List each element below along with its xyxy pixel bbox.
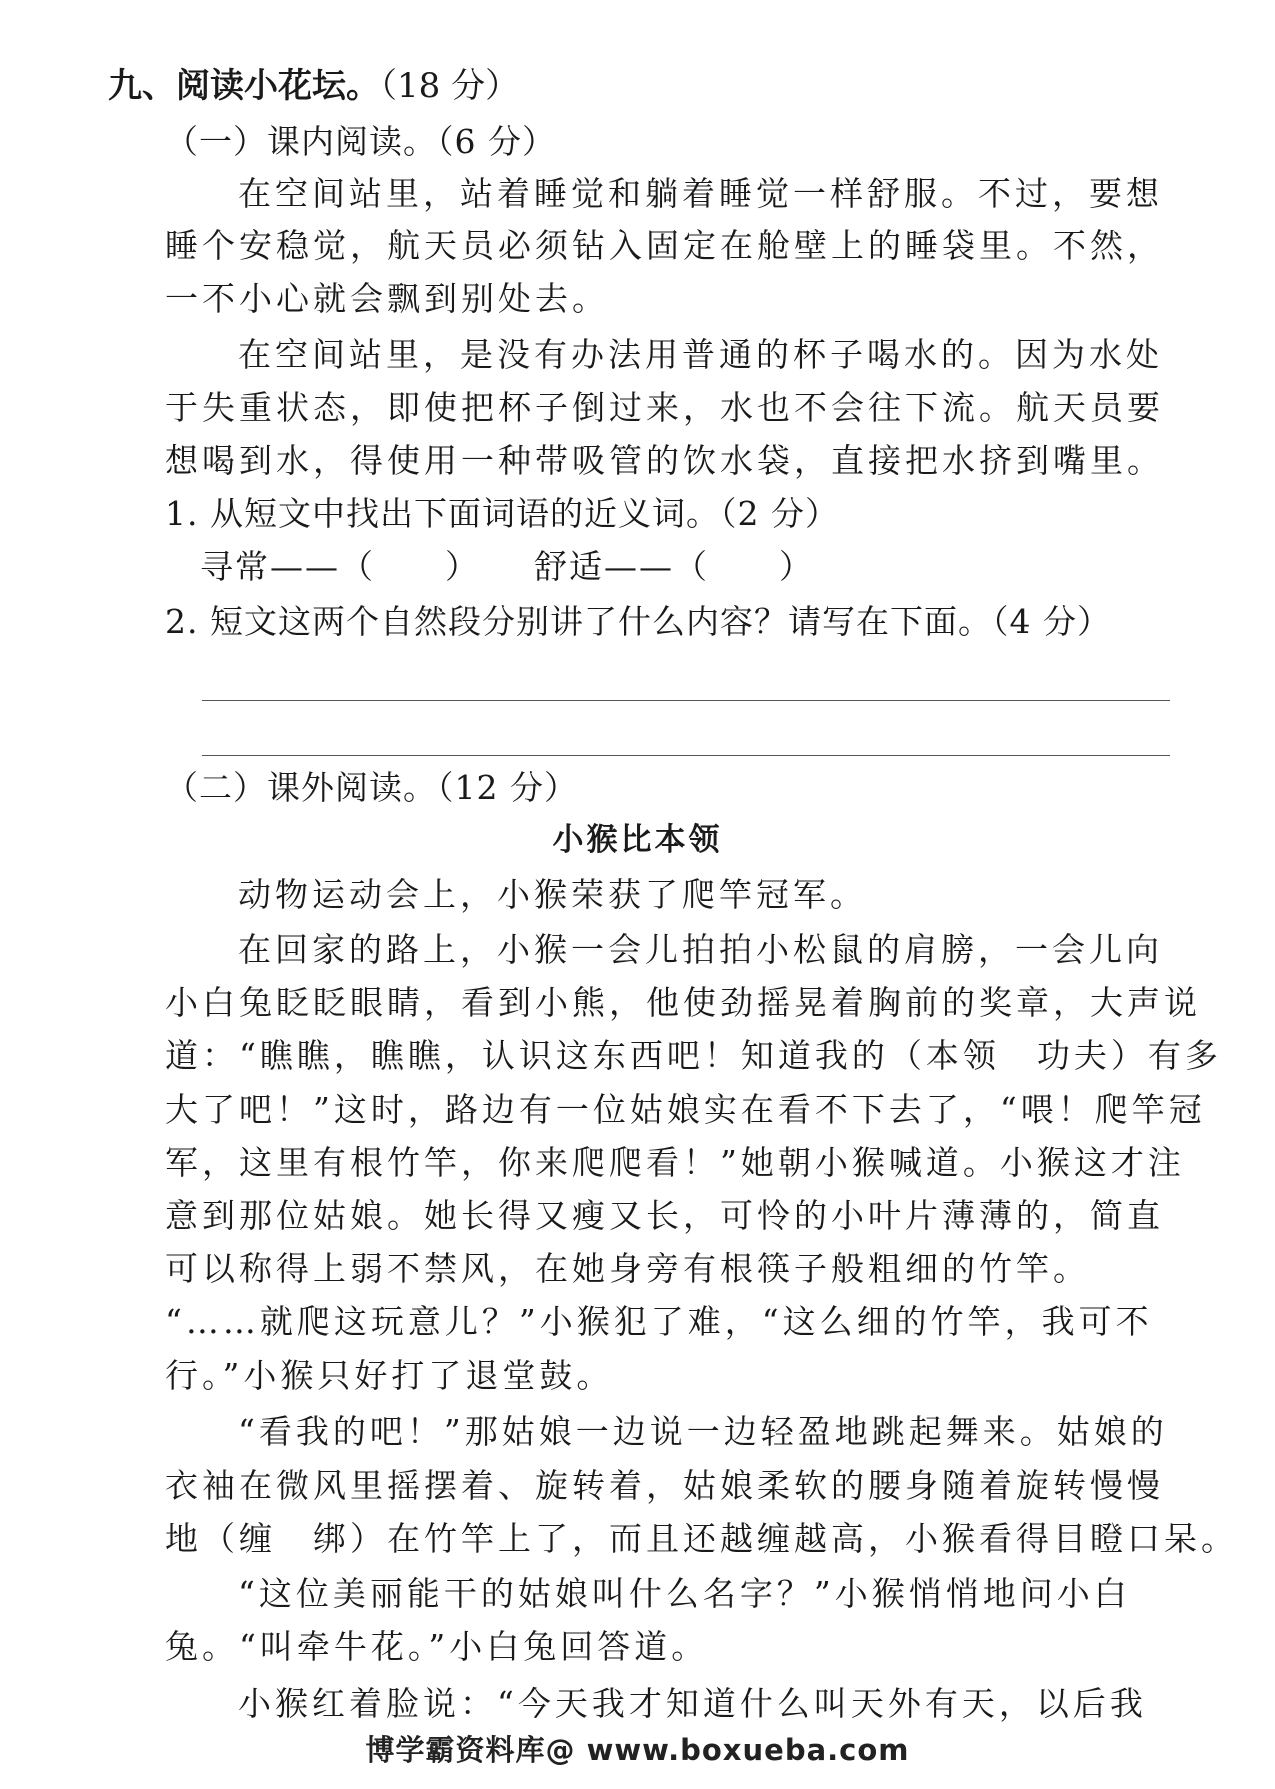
story-line-8: 可以称得上弱不禁风，在她身旁有根筷子般粗细的竹竿。 [165, 1249, 1090, 1288]
story-line-14: “这位美丽能干的姑娘叫什么名字？”小猴悄悄地问小白 [238, 1574, 1131, 1613]
story-title: 小猴比本领 [552, 822, 723, 858]
story-line-13: 地（缠 绑）在竹竿上了，而且还越缠越高，小猴看得目瞪口呆。 [165, 1519, 1238, 1558]
answer-line-1[interactable] [202, 700, 1170, 701]
section-score: （18 分） [380, 66, 520, 106]
story-line-16: 小猴红着脸说：“今天我才知道什么叫天外有天，以后我 [238, 1684, 1147, 1723]
question-2: 2. 短文这两个自然段分别讲了什么内容？请写在下面。（4 分） [165, 602, 1111, 641]
q1-blank-xunchang[interactable]: 寻常——（ ） [200, 547, 480, 586]
story-line-12: 衣袖在微风里摇摆着、旋转着，姑娘柔软的腰身随着旋转慢慢 [165, 1466, 1164, 1505]
part1-para2-line3: 想喝到水，得使用一种带吸管的饮水袋，直接把水挤到嘴里。 [165, 441, 1164, 480]
answer-line-2[interactable] [202, 755, 1170, 756]
story-line-10: 行。”小猴只好打了退堂鼓。 [165, 1356, 614, 1395]
story-line-2: 在回家的路上，小猴一会儿拍拍小松鼠的肩膀，一会儿向 [238, 930, 1163, 969]
story-line-15: 兔。“叫牵牛花。”小白兔回答道。 [165, 1627, 709, 1666]
part2-heading: （二）课外阅读。（12 分） [165, 768, 578, 807]
q1-blank-shushi[interactable]: 舒适——（ ） [534, 547, 814, 586]
story-line-3: 小白兔眨眨眼睛，看到小熊，他使劲摇晃着胸前的奖章，大声说 [165, 983, 1201, 1022]
story-line-7: 意到那位姑娘。她长得又瘦又长，可怜的小叶片薄薄的，简直 [165, 1196, 1164, 1235]
part1-para2-line1: 在空间站里，是没有办法用普通的杯子喝水的。因为水处 [238, 335, 1163, 374]
story-line-9: “……就爬这玩意儿？”小猴犯了难，“这么细的竹竿，我可不 [165, 1302, 1153, 1341]
part1-heading: （一）课内阅读。（6 分） [165, 122, 556, 161]
section-heading [108, 66, 519, 106]
part1-para1-line2: 睡个安稳觉，航天员必须钻入固定在舱壁上的睡袋里。不然， [165, 226, 1164, 265]
section-label: 九、阅读小花坛。 [108, 66, 380, 106]
part1-para2-line2: 于失重状态，即使把杯子倒过来，水也不会往下流。航天员要 [165, 388, 1164, 427]
question-1: 1. 从短文中找出下面词语的近义词。（2 分） [165, 494, 839, 533]
story-line-5: 大了吧！”这时，路边有一位姑娘实在看不下去了，“喂！爬竿冠 [165, 1090, 1206, 1129]
part1-para1-line1: 在空间站里，站着睡觉和躺着睡觉一样舒服。不过，要想 [238, 174, 1163, 213]
part1-para1-line3: 一不小心就会飘到别处去。 [165, 279, 609, 318]
story-line-6: 军，这里有根竹竿，你来爬爬看！”她朝小猴喊道。小猴这才注 [165, 1143, 1185, 1182]
story-line-1: 动物运动会上，小猴荣获了爬竿冠军。 [238, 875, 867, 914]
story-line-4: 道：“瞧瞧，瞧瞧，认识这东西吧！知道我的（本领 功夫）有多 [165, 1036, 1222, 1075]
watermark: 博学霸资料库@ www.boxueba.com [365, 1733, 910, 1767]
story-line-11: “看我的吧！”那姑娘一边说一边轻盈地跳起舞来。姑娘的 [238, 1412, 1168, 1451]
